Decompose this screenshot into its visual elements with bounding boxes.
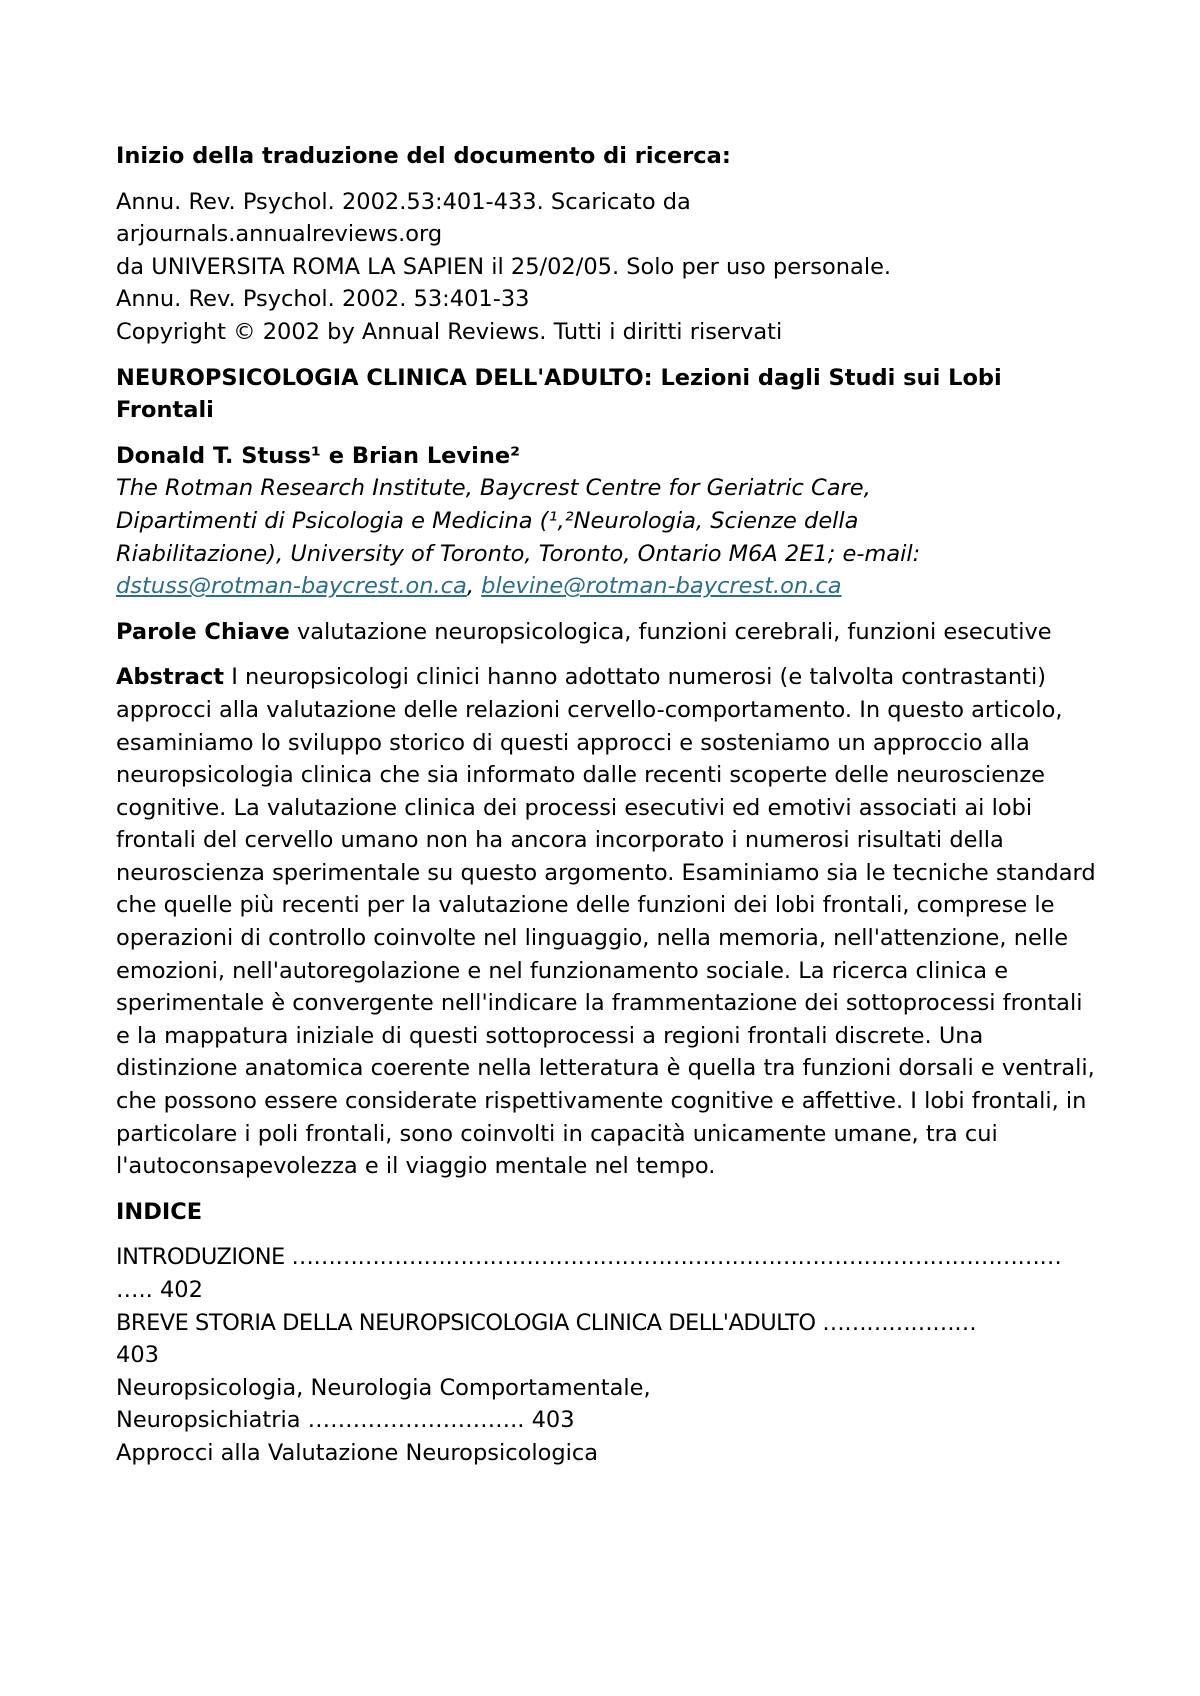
email-link-stuss[interactable]: dstuss@rotman-baycrest.on.ca: [116, 573, 467, 600]
affiliation-line: Dipartimenti di Psicologia e Medicina (¹,²Neurologia, Scienze della: [116, 507, 859, 534]
authors: Donald T. Stuss¹ e Brian Levine²: [116, 442, 520, 469]
toc-entry: BREVE STORIA DELLA NEUROPSICOLOGIA CLINICA DELL'ADULTO …………………: [116, 1309, 977, 1336]
source-block: [116, 186, 1096, 349]
keywords-label: Parole Chiave: [116, 618, 290, 645]
toc-entry: Neuropsichiatria ……………………….. 403: [116, 1407, 575, 1434]
toc-entry: INTRODUZIONE ……………………………………………………………………………………………: [116, 1244, 1062, 1271]
source-line: Annu. Rev. Psychol. 2002.53:401-433. Scaricato da: [116, 188, 691, 215]
keywords: [116, 616, 1096, 649]
abstract-label: Abstract: [116, 664, 225, 691]
toc-entry-page: 403: [116, 1342, 159, 1369]
toc-entry-page: ….. 402: [116, 1277, 203, 1303]
affiliation-line: The Rotman Research Institute, Baycrest Centre for Geriatric Care,: [116, 475, 871, 502]
document-page: [116, 140, 1096, 1470]
document-heading: Inizio della traduzione del documento di ricerca:: [116, 143, 731, 169]
email-line: [116, 570, 1096, 603]
source-line: da UNIVERSITA ROMA LA SAPIEN il 25/02/05. Solo per uso personale.: [116, 253, 892, 280]
toc-entry: Neuropsicologia, Neurologia Comportamentale,: [116, 1374, 651, 1401]
source-line: Annu. Rev. Psychol. 2002. 53:401-33: [116, 286, 530, 313]
copyright-line: Copyright © 2002 by Annual Reviews. Tutti i diritti riservati: [116, 318, 783, 345]
affiliation-line: Riabilitazione), University of Toronto, Toronto, Ontario M6A 2E1; e-mail:: [116, 540, 921, 567]
abstract-text: I neuropsicologi clinici hanno adottato numerosi (e talvolta contrastanti) approcci alla valutazione delle relazioni cervello-comportamento. In questo articolo, esaminiamo lo sviluppo storico di questi approcci e sosteniamo un approccio alla neuropsicologia clinica che sia informato dalle recenti scoperte delle neuroscienze cognitive. La valutazione clinica dei processi esecutivi ed emotivi associati ai lobi frontali del cervello umano non ha ancora incorporato i numerosi risultati della neuroscienza sperimentale su questo argomento. Esaminiamo sia le tecniche standard che quelle più recenti per la valutazione delle funzioni dei lobi frontali, comprese le operazioni di controllo coinvolte nel linguaggio, nella memoria, nell'attenzione, nelle emozioni, nell'autoregolazione e nel funzionamento sociale. La ricerca clinica e sperimentale è convergente nell'indicare la frammentazione dei sottoprocessi frontali e la mappatura iniziale di questi sottoprocessi a regioni frontali discrete. Una distinzione anatomica coerente nella letteratura è quella tra funzioni dorsali e ventrali, che possono essere considerate rispettivamente cognitive e affettive. I lobi frontali, in particolare i poli frontali, sono coinvolti in capacità unicamente umane, tra cui l'autoconsapevolezza e il viaggio mentale nel tempo.: [116, 664, 1096, 1180]
toc-heading: INDICE: [116, 1198, 203, 1225]
toc-entry: Approcci alla Valutazione Neuropsicologica: [116, 1439, 599, 1466]
source-line: arjournals.annualreviews.org: [116, 221, 443, 248]
article-title: NEUROPSICOLOGIA CLINICA DELL'ADULTO: Lezioni dagli Studi sui Lobi Frontali: [116, 364, 1002, 424]
email-separator: ,: [466, 573, 482, 600]
abstract: [116, 661, 1096, 1183]
affiliation: [116, 472, 1096, 602]
email-link-levine[interactable]: blevine@rotman-baycrest.on.ca: [481, 573, 842, 600]
keywords-text: valutazione neuropsicologica, funzioni cerebrali, funzioni esecutive: [289, 618, 1052, 645]
table-of-contents: [116, 1241, 1096, 1469]
